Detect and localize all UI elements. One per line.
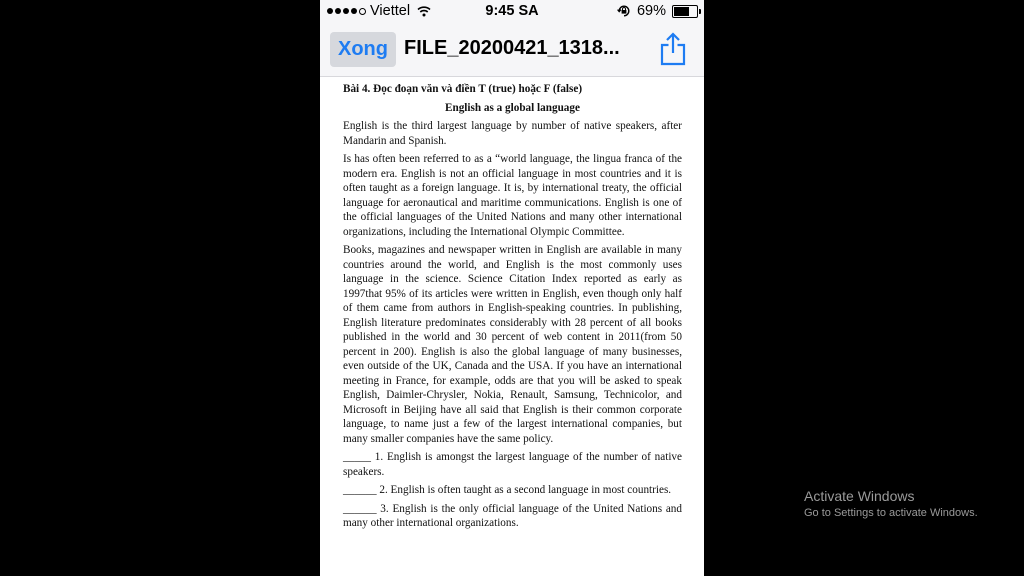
status-bar bbox=[320, 0, 704, 24]
phone-screen bbox=[320, 0, 704, 576]
watermark-subtitle: Go to Settings to activate Windows. bbox=[804, 507, 978, 519]
battery-icon bbox=[672, 5, 698, 18]
document-content bbox=[343, 82, 682, 535]
battery-level-fill bbox=[674, 7, 689, 16]
battery-percent: 69% bbox=[636, 3, 666, 19]
activate-windows-watermark bbox=[804, 488, 978, 519]
rotation-lock-icon bbox=[617, 4, 631, 18]
question-item: ______ 3. English is the only official language of the United Nations and many other international organizations. bbox=[343, 502, 682, 529]
done-button[interactable]: Xong bbox=[330, 32, 396, 67]
paragraph: Books, magazines and newspaper written in English are available in many countries around the world, and English is the most commonly uses language in the science. Science Citation Index reported as early as 1997that 95% of its articles were written in English, even though only half of them came from authors in English-speaking countries. In publishing, English literature predominates considerably with 28 percent of all books published in the world and 30 percent of web content in 2011(from 50 percent in 200). English is also the global language of many businesses, even outside of the UK, Canada and the USA. If you have an international meeting in France, for example, odds are that you will be asked to speak English, Daimler-Chrysler, Nokia, Renault, Samsung, Technicolor, and Microsoft in Beijing have all said that English is their common corporate language, to name just a few of the largest international companies, but many smaller companies have the same policy. bbox=[343, 244, 682, 445]
exercise-title: Bài 4. Đọc đoạn văn và điền T (true) hoặc F (false) bbox=[343, 83, 583, 95]
paragraph: English is the third largest language by number of native speakers, after Mandarin and Spanish. bbox=[343, 120, 682, 147]
paragraph: Is has often been referred to as a “world language, the lingua franca of the modern era. English is not an official language in most countries and it is often taught as a foreign language. It is, by international treaty, the official language for aeronautical and maritime communications. English is one of the official languages of the United Nations and many other international organizations, including the International Olympic Committee. bbox=[343, 153, 682, 238]
file-title: FILE_20200421_1318... bbox=[404, 37, 620, 59]
carrier-name: Viettel bbox=[370, 3, 411, 19]
question-item: ______ 2. English is often taught as a second language in most countries. bbox=[343, 484, 672, 496]
battery-nub bbox=[699, 9, 701, 14]
watermark-title: Activate Windows bbox=[804, 488, 915, 504]
share-icon[interactable] bbox=[658, 31, 688, 67]
question-item: _____ 1. English is amongst the largest language of the number of native speakers. bbox=[343, 451, 682, 478]
clock: 9:45 SA bbox=[485, 3, 539, 19]
document-navbar bbox=[320, 24, 704, 77]
passage-title: English as a global language bbox=[445, 101, 580, 114]
status-right bbox=[617, 3, 698, 19]
